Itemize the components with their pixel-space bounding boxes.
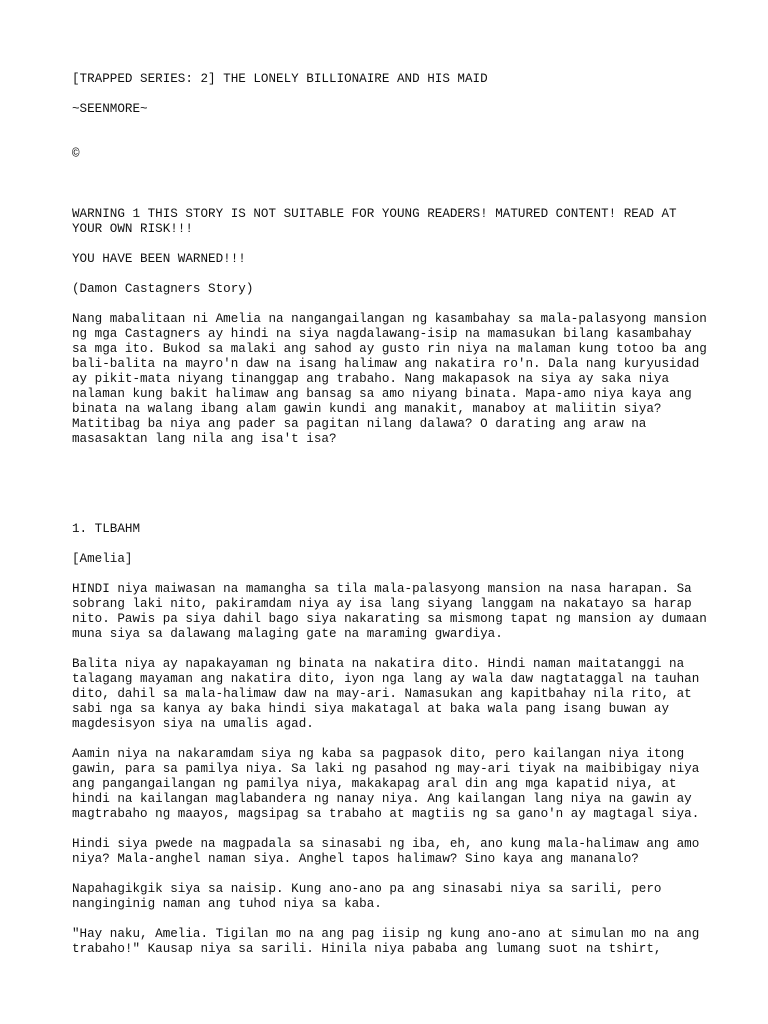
content-warning: WARNING 1 THIS STORY IS NOT SUITABLE FOR YOUNG READERS! MATURED CONTENT! READ AT YOUR OWN RISK!!!	[72, 207, 685, 236]
document-title: [TRAPPED SERIES: 2] THE LONELY BILLIONAIRE AND HIS MAID	[72, 72, 488, 86]
chapter-paragraph: "Hay naku, Amelia. Tigilan mo na ang pag iisip ng kung ano-ano at simulan mo na ang trabaho!" Kausap niya sa sarili. Hinila niya pababa ang lumang suot na tshirt,	[72, 927, 707, 956]
author-name: ~SEENMORE~	[72, 102, 148, 116]
chapter-title: 1. TLBAHM	[72, 522, 141, 536]
story-subtitle: (Damon Castagners Story)	[72, 282, 254, 296]
chapter-paragraph: Hindi siya pwede na magpadala sa sinasabi ng iba, eh, ano kung mala-halimaw ang amo niya? Mala-anghel naman siya. Anghel tapos halimaw? Sino kaya ang mananalo?	[72, 837, 707, 866]
copyright-symbol: ©	[72, 147, 80, 161]
chapter-paragraph: HINDI niya maiwasan na mamangha sa tila mala-palasyong mansion na nasa harapan. Sa sobrang laki nito, pakiramdam niya ay isa lang siyang langgam na nakatayo sa harap nito. Pawis pa siya dahil bago siya nakarating sa mismong tapat ng mansion ay dumaan muna siya sa dalawang malaging gate na maraming gwardiya.	[72, 582, 715, 641]
warned-notice: YOU HAVE BEEN WARNED!!!	[72, 252, 246, 266]
document-page	[72, 72, 715, 957]
chapter-paragraph: Napahagikgik siya sa naisip. Kung ano-ano pa ang sinasabi niya sa sarili, pero nanginginig naman ang tuhod niya sa kaba.	[72, 882, 670, 911]
story-synopsis: Nang mabalitaan ni Amelia na nangangailangan ng kasambahay sa mala-palasyong mansion ng mga Castagners ay hindi na siya nagdalawang-isip na mamasukan bilang kasambahay sa mga ito. Bukod sa malaki ang sahod ay gusto rin niya na malaman kung totoo ba ang bali-balita na mayro'n daw na isang halimaw ang nakatira ro'n. Dala nang kuryusidad ay pikit-mata niyang tinanggap ang trabaho. Nang makapasok na siya ay saka niya nalaman kung bakit halimaw ang bansag sa amo niyang binata. Mapa-amo niya kaya ang binata na walang ibang alam gawin kundi ang manakit, manaboy at maliitin siya? Matitibag ba niya ang pader sa pagitan nilang dalawa? O darating ang araw na masasaktan lang nila ang isa't isa?	[72, 312, 715, 446]
pov-label: [Amelia]	[72, 552, 133, 566]
chapter-paragraph: Balita niya ay napakayaman ng binata na nakatira dito. Hindi naman maitatanggi na talagang mayaman ang nakatira dito, iyon nga lang ay wala daw nagtataggal na tauhan dito, dahil sa mala-halimaw daw na may-ari. Namasukan ang kapitbahay nila rito, at sabi nga sa kanya ay baka hindi siya makatagal at baka wala pang isang buwan ay magdesisyon siya na umalis agad.	[72, 657, 707, 731]
chapter-paragraph: Aamin niya na nakaramdam siya ng kaba sa pagpasok dito, pero kailangan niya itong gawin, para sa pamilya niya. Sa laki ng pasahod ng may-ari tiyak na maibibigay niya ang pangangailangan ng pamilya niya, makakapag aral din ang mga kapatid niya, at hindi na kailangan maglabandera ng nanay niya. Ang kailangan lang niya na gawin ay magtrabaho ng maayos, magsipag sa trabaho at magtiis ng sa gano'n ay magtagal siya.	[72, 747, 707, 821]
